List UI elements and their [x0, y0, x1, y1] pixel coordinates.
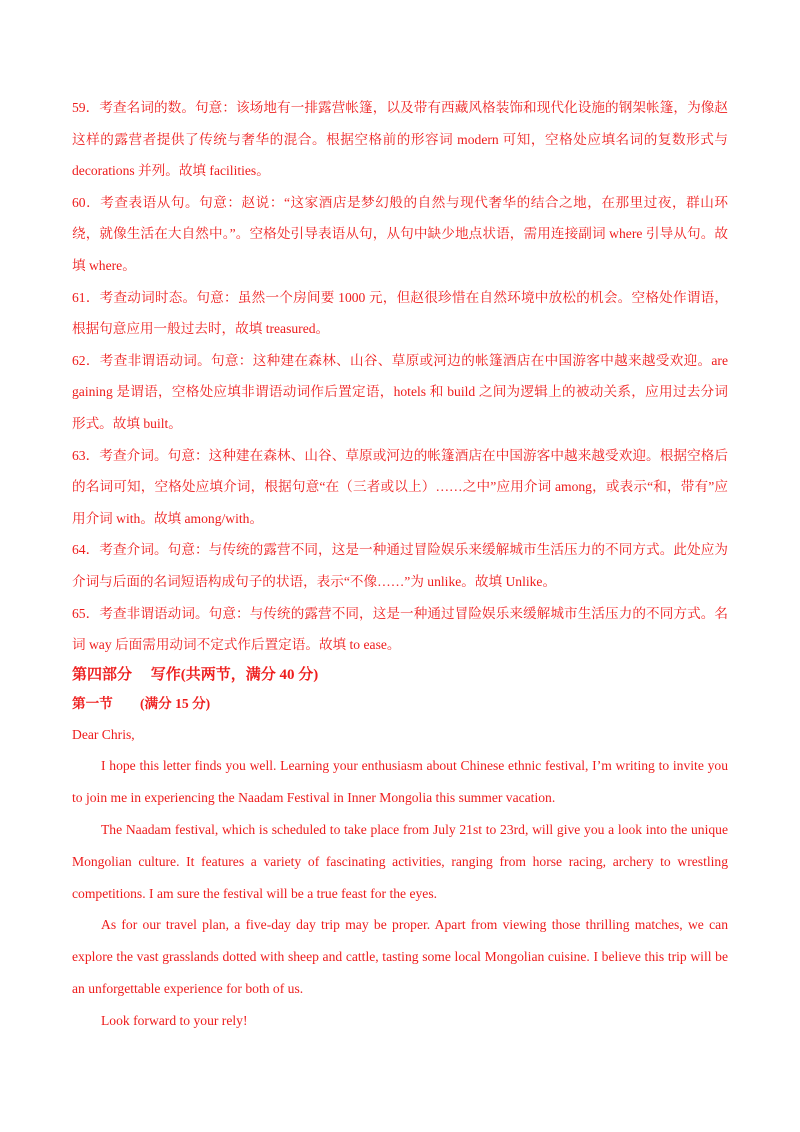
answer-document — [72, 92, 728, 1037]
letter-closing: Look forward to your rely! — [101, 1012, 248, 1028]
answer-list — [72, 92, 728, 661]
sample-letter — [72, 719, 728, 1037]
answer-item-59: 59．考查名词的数。句意：该场地有一排露营帐篷，以及带有西藏风格装饰和现代化设施的钢架帐篷，为像赵这样的露营者提供了传统与奢华的混合。根据空格前的形容词 modern 可知，空格处应填名词的复数形式与 decorations 并列。故填 facilities。 — [72, 100, 728, 179]
subsection-title: 第一节 (满分 15 分) — [72, 695, 211, 711]
answer-item-65: 65．考查非谓语动词。句意：与传统的露营不同，这是一种通过冒险娱乐来缓解城市生活压力的不同方式。名词 way 后面需用动词不定式作后置定语。故填 to ease。 — [72, 605, 728, 653]
answer-item-60: 60．考查表语从句。句意：赵说：“这家酒店是梦幻般的自然与现代奢华的结合之地，在那里过夜，群山环绕，就像生活在大自然中。”。空格处引导表语从句，从句中缺少地点状语，需用连接副词 where 引导从句。故填 where。 — [72, 194, 728, 273]
letter-paragraph: As for our travel plan, a five-day day trip may be proper. Apart from viewing those thrilling matches, we can explore the vast grasslands dotted with sheep and cattle, tasting some local Mongolian cuisine. I believe this trip will be an unforgettable experience for both of us. — [72, 917, 728, 997]
letter-paragraph: I hope this letter finds you well. Learning your enthusiasm about Chinese ethnic festival, I’m writing to invite you to join me in experiencing the Naadam Festival in Inner Mongolia this summer vacation. — [72, 758, 728, 806]
answer-item-62: 62．考查非谓语动词。句意：这种建在森林、山谷、草原或河边的帐篷酒店在中国游客中越来越受欢迎。are gaining 是谓语，空格处应填非谓语动词作后置定语，hotels 和 build 之间为逻辑上的被动关系，应用过去分词形式。故填 built。 — [72, 352, 728, 431]
answer-item-64: 64．考查介词。句意：与传统的露营不同，这是一种通过冒险娱乐来缓解城市生活压力的不同方式。此处应为介词与后面的名词短语构成句子的状语，表示“不像……”为 unlike。故填 Unlike。 — [72, 542, 728, 589]
answer-item-61: 61．考查动词时态。句意：虽然一个房间要 1000 元，但赵很珍惜在自然环境中放松的机会。空格处作谓语，根据句意应用一般过去时，故填 treasured。 — [72, 289, 728, 337]
letter-salutation: Dear Chris, — [72, 726, 135, 742]
answer-item-63: 63．考查介词。句意：这种建在森林、山谷、草原或河边的帐篷酒店在中国游客中越来越受欢迎。根据空格后的名词可知，空格处应填介词，根据句意“在（三者或以上）……之中”应用介词 among，或表示“和，带有”应用介词 with。故填 among/with。 — [72, 447, 728, 526]
letter-paragraph: The Naadam festival, which is scheduled to take place from July 21st to 23rd, will give you a look into the unique Mongolian culture. It features a variety of fascinating activities, ranging from horse racing, archery to wrestling competitions. I am sure the festival will be a true feast for the eyes. — [72, 822, 728, 901]
section-title: 第四部分 写作(共两节，满分 40 分) — [72, 666, 319, 683]
